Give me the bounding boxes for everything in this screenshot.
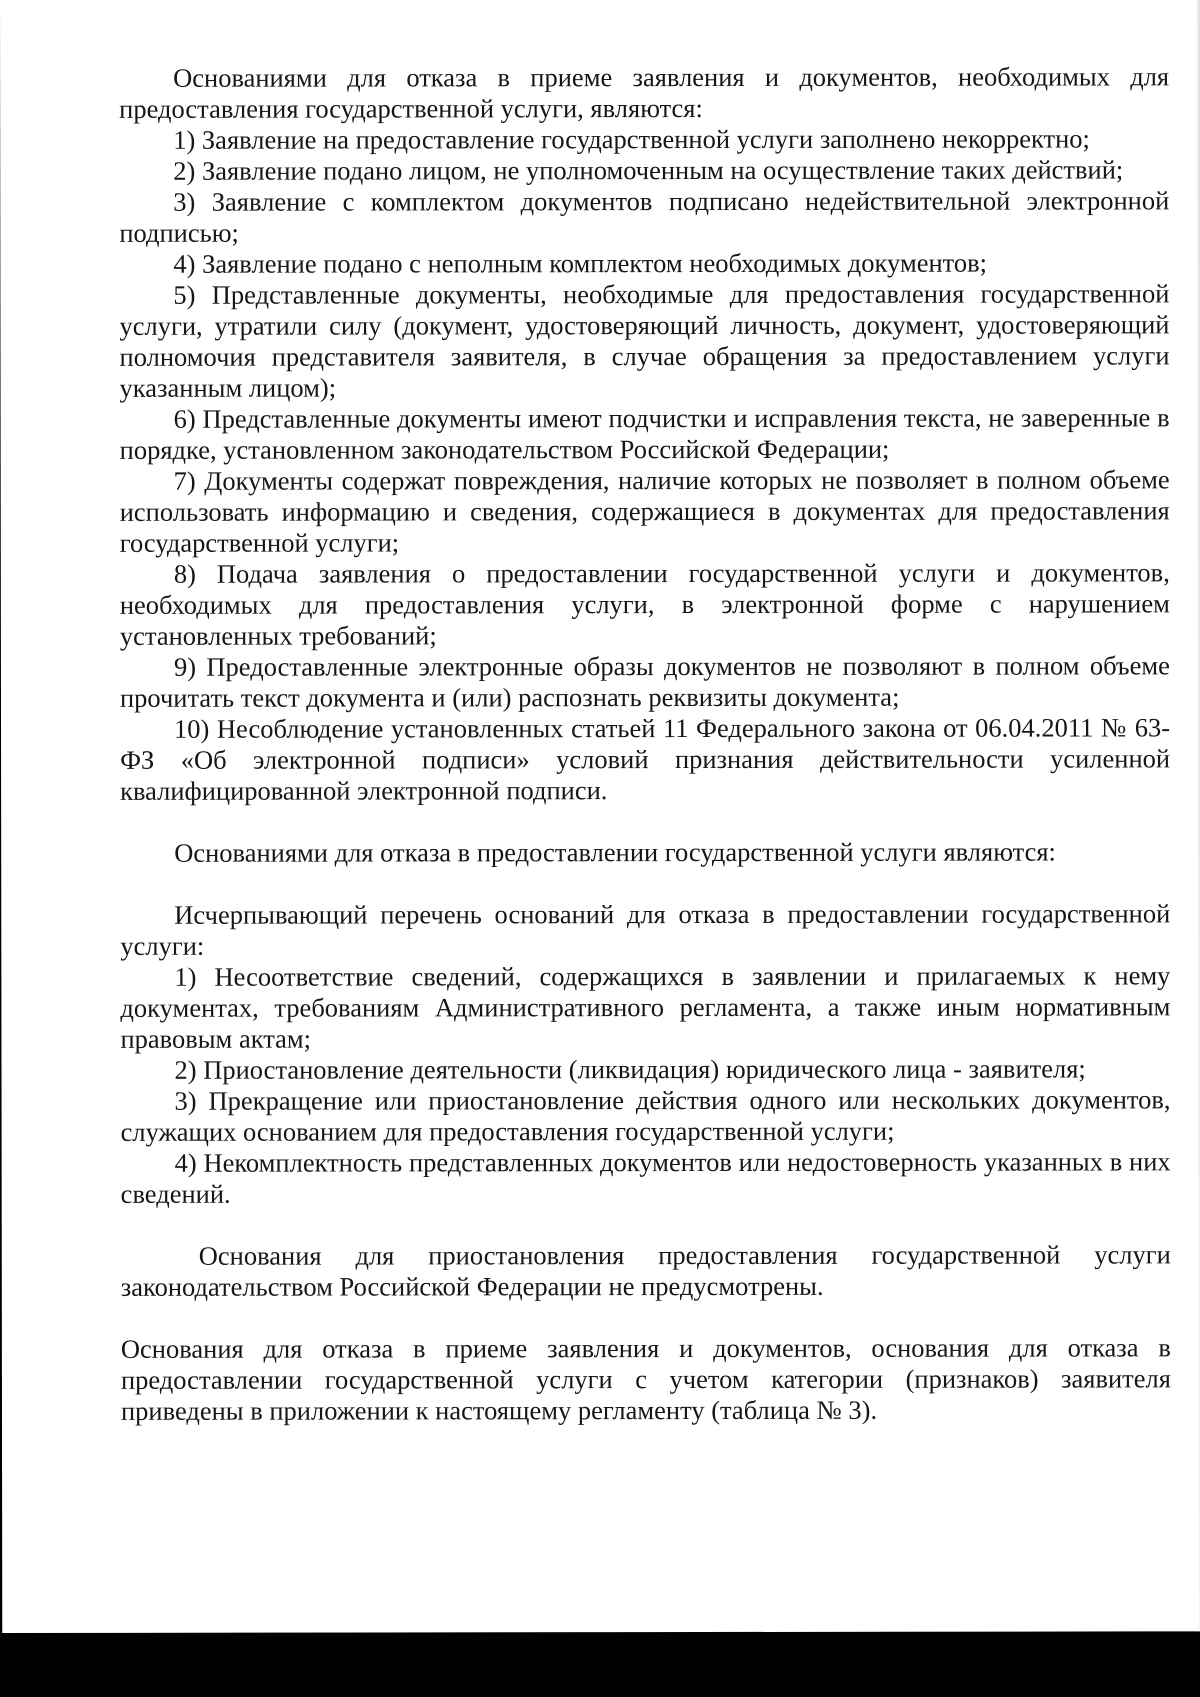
section3-item-2: 2) Приостановление деятельности (ликвидация) юридического лица - заявителя;: [174, 1053, 1086, 1085]
section3-item-4: 4) Некомплектность представленных документов или недостоверность указанных в них сведений.: [120, 1146, 1171, 1209]
section1-item-3: 3) Заявление с комплектом документов подписано недействительной электронной подписью;: [119, 185, 1170, 248]
section4-text: Основания для приостановления предоставления государственной услуги законодательством Российской Федерации не предусмотрены.: [120, 1239, 1171, 1302]
section1-item-4: 4) Заявление подано с неполным комплектом необходимых документов;: [173, 247, 988, 279]
section1-intro: Основаниями для отказа в приеме заявления и документов, необходимых для предоставления государственной услуги, являются:: [119, 61, 1170, 124]
page-edge-shadow: [1196, 0, 1200, 1631]
section1-item-2: 2) Заявление подано лицом, не уполномоченным на осуществление таких действий;: [173, 154, 1124, 186]
section1-item-9: 9) Предоставленные электронные образы документов не позволяют в полном объеме прочитать текст документа и (или) распознать реквизиты документа;: [119, 650, 1170, 713]
section3-intro: Исчерпывающий перечень оснований для отказа в предоставлении государственной услуги:: [120, 898, 1171, 961]
section2-heading: Основаниями для отказа в предоставлении государственной услуги являются:: [174, 836, 1056, 868]
section3-item-3: 3) Прекращение или приостановление действия одного или нескольких документов, служащих основанием для предоставления государственной услуги;: [120, 1084, 1171, 1147]
section5-text: Основания для отказа в приеме заявления и документов, основания для отказа в предоставлении государственной услуги с учетом категории (признаков) заявителя приведены в приложении к настоящему регламенту (таблица № 3).: [120, 1332, 1171, 1426]
section3-item-1: 1) Несоответствие сведений, содержащихся в заявлении и прилагаемых к нему документах, требованиям Административного регламента, а также иным нормативным правовым актам;: [120, 960, 1171, 1054]
document-body: [119, 61, 1171, 1426]
section1-item-1: 1) Заявление на предоставление государственной услуги заполнено некорректно;: [173, 123, 1090, 155]
section1-item-8: 8) Подача заявления о предоставлении государственной услуги и документов, необходимых для предоставления услуги, в электронной форме с нарушением установленных требований;: [119, 557, 1170, 651]
section1-item-7: 7) Документы содержат повреждения, наличие которых не позволяет в полном объеме использовать информацию и сведения, содержащиеся в документах для предоставления государственной услуги;: [119, 464, 1170, 558]
section1-item-6: 6) Представленные документы имеют подчистки и исправления текста, не заверенные в порядке, установленном законодательством Российской Федерации;: [119, 402, 1170, 465]
section1-item-5: 5) Представленные документы, необходимые для предоставления государственной услуги, утратили силу (документ, удостоверяющий личность, документ, удостоверяющий полномочия представителя заявителя, в случае обращения за предоставлением услуги указанным лицом);: [119, 278, 1170, 403]
section1-item-10: 10) Несоблюдение установленных статьей 11 Федерального закона от 06.04.2011 № 63-ФЗ «Об электронной подписи» условий признания действительности усиленной квалифицированной электронной подписи.: [120, 712, 1171, 806]
